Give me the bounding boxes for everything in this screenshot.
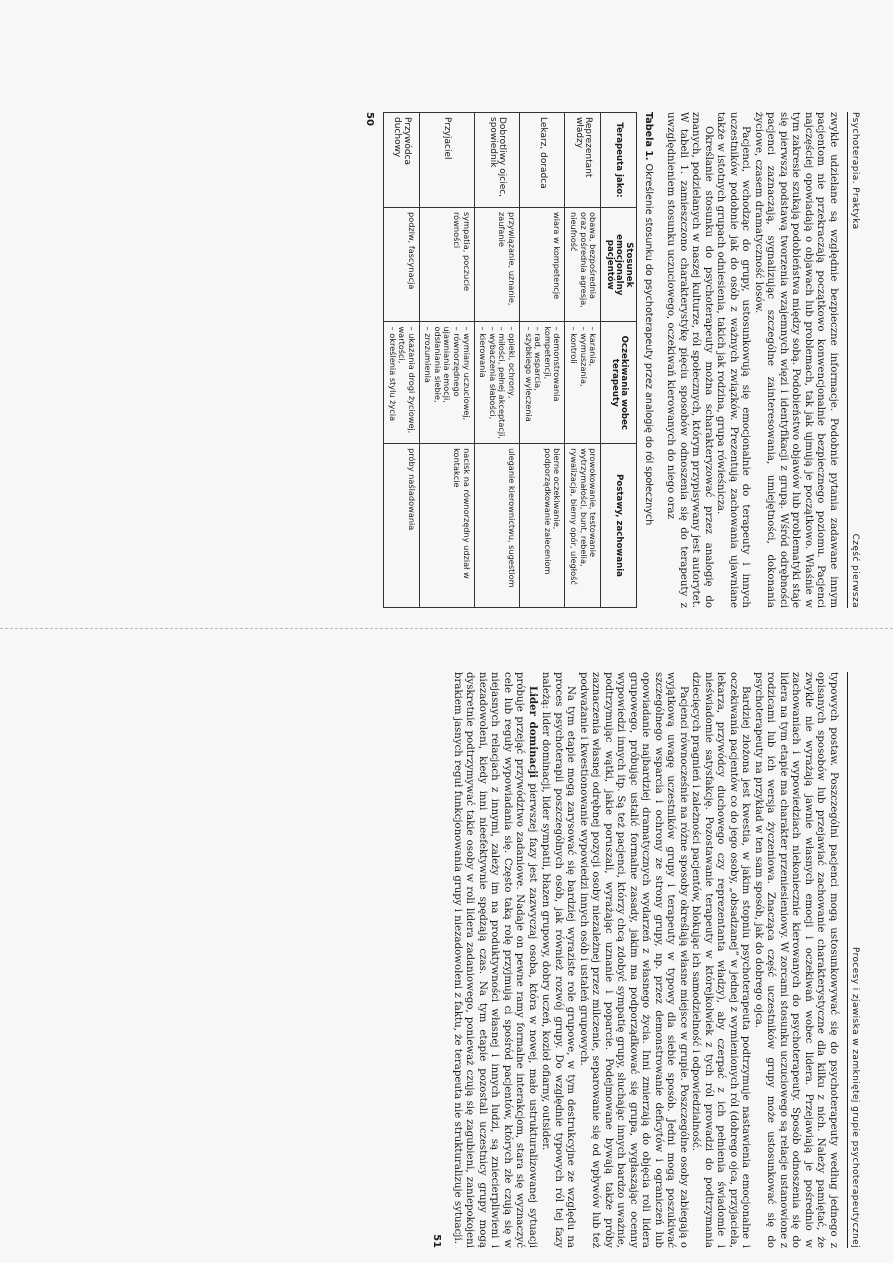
paragraph: Pacjenci równocześnie na różne sposoby określają własne miejsce w grupie. Poszczególne osoby zabiegają o wyjątkową uwagę uczestników grupy i terapeuty w typowy dla siebie sposób. Jedni mogą poszukiwać szczególnego wsparcia i ochrony ze strony grupy, np. przez demonstrowanie deficytów i ograniczeń lub opowiadanie najbardziej dramatycznych wydarzeń z własnego życia. Inni zmierzają do objęcia roli lidera grupowego, próbując ustalić formalne zasady, jakim ma podporządkować się grupa, wygłaszając ocenny wypowiedzi innych itp. Są też pacjenci, którzy chcą zdobyć sympatię grupy, słuchając innych bardzo uważnie, podtrzymując wątki, jakie poruszali, wyrażając uznanie i poparcie. Podejmowane bywają także próby zaznaczenia własnej odrębnej pozycji osoby niezależnej przez milczenie, separowanie się od wpływów lub też podważanie i kwestionowanie wypowiedzi innych osób i ustaleń grupowych. xyxy=(578,672,689,1248)
table-row xyxy=(565,113,601,608)
behaviors-cell: nacisk na równorzędny udział w kontakcie xyxy=(419,444,474,608)
behaviors-cell: próby naśladowania xyxy=(383,444,419,608)
running-head-right: Część pierwsza xyxy=(850,533,860,608)
expectations-cell xyxy=(474,322,519,444)
expectation-item: – określenia stylu życia xyxy=(387,326,397,439)
page-50 xyxy=(120,100,860,620)
expectations-cell xyxy=(520,322,565,444)
role-cell: Dobrotliwy ojciec, spowiednik xyxy=(474,113,519,208)
emotion-cell: wiara w kompetencje xyxy=(520,208,565,322)
expectations-cell xyxy=(419,322,474,444)
expectation-item: – równorzędnego ujawniania emocji, odsłaniania siebie, xyxy=(432,326,461,439)
paragraph: Bardziej złożona jest kwestia, w jakim stopniu psychoterapeuta podtrzymuje nastawienia emocjonalne i oczekiwania pacjentów co do jego osoby, „obsadzanej” w jednej z wymienionych ról (dobrego ojca, przyjaciela, lekarza, przywódcy duchowego czy reprezentanta władzy), aby czerpać z ich pełnienia świadomie i nieświadomie satysfakcję. Pozostawanie terapeuty w którejkolwiek z tych ról prowadzi do podtrzymania dziecięcych pragnień i zależności pacjentów, blokując ich samodzielność i odpowiedzialność. xyxy=(690,672,752,1248)
emotion-cell: podziw, fascynacja xyxy=(383,208,419,322)
paragraph: Na tym etapie mogą zarysować się bardziej wyraziste role grupowe, w tym destrukcyjne ze względu na proces psychoterapii poszczególnych osób, jak również rozwój grupy. Do względnie typowych ról tej fazy należą: lider dominacji, lider sympatii, błazen grupowy, dobry uczeń, kozioł ofiarny, outsider. xyxy=(540,672,577,1248)
analogy-table xyxy=(383,112,637,608)
expectation-item: – kontroli xyxy=(568,326,578,439)
expectation-item: – wybaczenia słabości, xyxy=(487,326,497,439)
paragraph xyxy=(451,672,540,1248)
paragraph: Pacjenci, wchodząc do grupy, ustosunkowują się emocjonalnie do terapeuty i innych uczestników podobnie jak do osób z ważnych związków. Prezentują zachowania ujawniane także w istotnych grupach odniesienia, takich jak rodzina, grupa rówieśnicza. xyxy=(715,112,752,608)
page-gutter xyxy=(0,628,893,630)
paragraph: Określanie stosunku do psychoterapeuty można scharakteryzować przez analogię do znanych, podzielanych w naszej kulturze, ról społecznych, którym przypisywany jest autorytet. W tabeli 1. zamieszczono charakterystykę pięciu sposobów odnoszenia się do terapeuty z uwzględnieniem stosunku uczuciowego, oczekiwań kierowanych do niego oraz xyxy=(665,112,714,608)
behaviors-cell: uleganie kierownictwu, sugestiom xyxy=(474,444,519,608)
table-row xyxy=(419,113,474,608)
expectations-cell xyxy=(383,322,419,444)
column-header: Terapeuta jako: xyxy=(601,113,637,208)
expectations-cell xyxy=(565,322,601,444)
column-header: Stosunek emocjonalny pacjentów xyxy=(601,208,637,322)
behaviors-cell: prowokowanie, testowanie wytrzymałości, bunt, rebelia, rywalizacja, bierny opór, uległość xyxy=(565,444,601,608)
table-row xyxy=(383,113,419,608)
page-51 xyxy=(120,660,860,1260)
running-head-right: Procesy i zjawiska w zamkniętej grupie psychoterapeutycznej xyxy=(850,946,860,1248)
page-number: 51 xyxy=(431,1234,443,1248)
emotion-cell: sympatia, poczucie równości xyxy=(419,208,474,322)
behaviors-cell: bierne oczekiwanie, podporządkowanie zaleceniom xyxy=(520,444,565,608)
table-caption xyxy=(643,112,654,608)
column-header: Postawy, zachowania xyxy=(601,444,637,608)
role-cell: Przyjaciel xyxy=(419,113,474,208)
role-cell: Lekarz, doradca xyxy=(520,113,565,208)
expectation-item: – rad, wsparcia, xyxy=(533,326,543,439)
expectation-item: – kierowania xyxy=(478,326,488,439)
table-caption-text: Określenie stosunku do psychoterapeuty przez analogię do ról społecznych xyxy=(643,163,654,526)
expectation-item: – wymuszania, xyxy=(578,326,588,439)
paragraph: zwykle udzielane są względnie bezpieczne informacje. Podobnie pytania zadawane innym pacjentom nie przekraczają początkowo konwencjonalnie bezpiecznego poziomu. Pacjenci najczęściej opowiadają o objawach lub problemach, tak jak ujmują je początkowo. Właśnie w tym zakresie szukają podobieństwa między sobą. Podobieństwo objawów lub problematyki staje się pierwszą podstawą tworzenia wzajemnych więzi i identyfikacji z grupą. Wśród odrębności pacjenci zaznaczają, sygnalizując szczególne zainteresowania, umiejętności, dokonania życiowe, czasem dramatyczność losów. xyxy=(753,112,839,608)
paragraph: typowych postaw. Poszczególni pacjenci mogą ustosunkowywać się do psychoterapeuty według jednego z opisanych sposobów lub przejawiać zachowanie charakterystyczne dla kilku z nich. Należy pamiętać, że zwykle nie wyrażają jawnie własnych emocji i oczekiwań wobec lidera. Przejawiają je pośrednio w zachowaniach i wypowiedziach niekoniecznie kierowanych do psychoterapeuty. Sposób odnoszenia się do lidera na tym etapie ma charakter przeniesieniowy. W zorcami stosunku uczuciowego są relacje ustanowione z rodzicami lub ich wersja życzeniowa. Znacząca część uczestników grupy może ustosunkować się do psychoterapeuty na przykład w ten sam sposób, jak do dobrego ojca. xyxy=(753,672,839,1248)
role-cell: Reprezentant władzy xyxy=(565,113,601,208)
role-cell: Przywódca duchowy xyxy=(383,113,419,208)
expectation-item: – karania, xyxy=(588,326,598,439)
running-head xyxy=(847,112,860,608)
running-head xyxy=(847,672,860,1248)
expectation-item: – ukazania drogi życiowej, wartości, xyxy=(397,326,416,439)
expectation-item: – szybkiego wyleczenia xyxy=(523,326,533,439)
expectation-item: – miłości, pełnej akceptacji, xyxy=(497,326,507,439)
expectation-item: – zrozumienia xyxy=(423,326,433,439)
table-header-row xyxy=(601,113,637,608)
term-lider-dominacji: Lider dominacji xyxy=(527,686,539,778)
table-row xyxy=(520,113,565,608)
column-header: Oczekiwania wobec terapeuty xyxy=(601,322,637,444)
expectation-item: – opieki, ochrony, xyxy=(506,326,516,439)
expectation-item: – wymiany uczuciowej, xyxy=(461,326,471,439)
page-number: 50 xyxy=(363,112,375,126)
paragraph-text: pierwszej fazy jest zazwyczaj osoba, która w nowej, mało ustrukturalizowanej sytuacji próbuje przejąć przywództwo zadaniowe. Nadaje on pewne ramy formalne interakcjom, stara się wyznaczyć cele lub reguły wypowiadania się. Często taką rolę przyjmują ci spośród pacjentów, których złe czują się w niejasnych relacjach z innymi, zależy im na produktywności własnej i innych ludzi, są zniecierpliwieni i niezadowoleni, kiedy inni nieefektywnie spędzają czas. Na tym etapie pozostali uczestnicy grupy mogą dyskretnie podtrzymywać takie osoby w roli lidera zadaniowego, ponieważ czują się zagubieni, zaniepokojeni brakiem jasnych reguł funkcjonowania grupy i niezadowoleni z faktu, że terapeuta nie strukturalizuje sytuacji. xyxy=(452,672,538,1248)
expectation-item: – demonstrowania kompetencji, xyxy=(542,326,561,439)
emotion-cell: obawa, bezpośrednia oraz pośrednia agresja, nieufność xyxy=(565,208,601,322)
table-row xyxy=(474,113,519,608)
table-caption-label: Tabela 1. xyxy=(643,112,654,161)
running-head-left: Psychoterapia. Praktyka xyxy=(850,112,860,230)
emotion-cell: przywiązanie, uznanie, zaufanie xyxy=(474,208,519,322)
